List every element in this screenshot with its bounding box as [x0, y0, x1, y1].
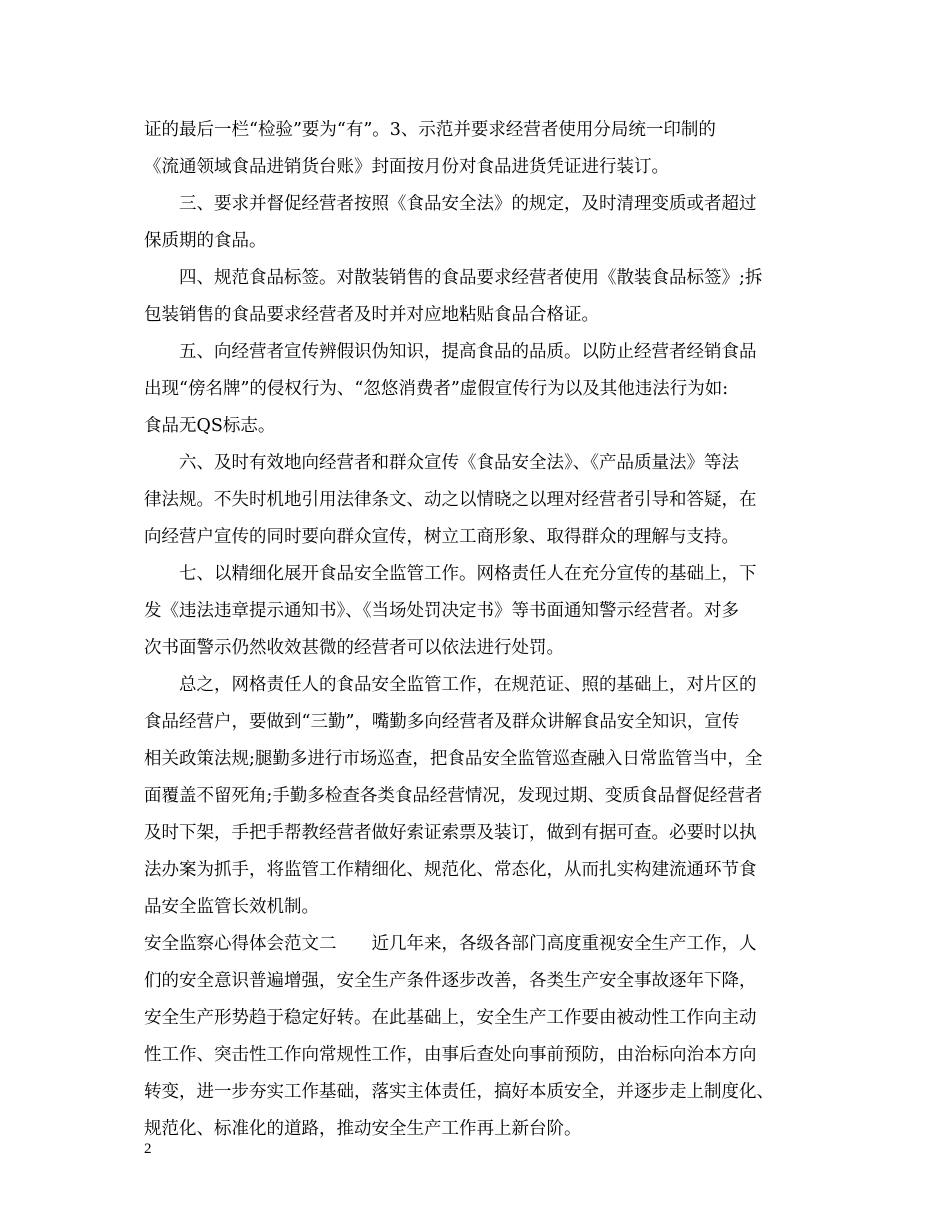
text-line: 四、规范食品标签。对散装销售的食品要求经营者使用《散装食品标签》;拆	[179, 268, 763, 288]
text-line: 安全监察心得体会范文二 近几年来，各级各部门高度重视安全生产工作，人	[144, 934, 757, 954]
text-line: 律法规。不失时机地引用法律条文、动之以情晓之以理对经营者引导和答疑，在	[144, 490, 757, 510]
text-line: 七、以精细化展开食品安全监管工作。网格责任人在充分宣传的基础上，下	[179, 564, 757, 584]
text-line: 发《违法违章提示通知书》、《当场处罚决定书》等书面通知警示经营者。对多	[144, 601, 739, 621]
text-line: 相关政策法规;腿勤多进行市场巡查，把食品安全监管巡查融入日常监管当中，全	[144, 749, 763, 769]
text-line: 性工作、突击性工作向常规性工作，由事后查处向事前预防，由治标向治本方向	[144, 1045, 757, 1065]
text-line: 六、及时有效地向经营者和群众宣传《食品安全法》、《产品质量法》等法	[179, 453, 739, 473]
text-line: 次书面警示仍然收效甚微的经营者可以依法进行处罚。	[144, 638, 564, 658]
text-line: 法办案为抓手，将监管工作精细化、规范化、常态化，从而扎实构建流通环节食	[144, 860, 757, 880]
text-line: 三、要求并督促经营者按照《食品安全法》的规定，及时清理变质或者超过	[179, 194, 757, 214]
text-line: 《流通领域食品进销货台账》封面按月份对食品进货凭证进行装订。	[144, 157, 669, 177]
text-line: 及时下架，手把手帮教经营者做好索证索票及装订，做到有据可查。必要时以执	[144, 823, 757, 843]
page-number: 2	[144, 1141, 152, 1157]
text-line: 食品无QS标志。	[144, 416, 276, 436]
text-line: 安全生产形势趋于稳定好转。在此基础上，安全生产工作要由被动性工作向主动	[144, 1008, 757, 1028]
text-line: 转变，进一步夯实工作基础，落实主体责任，搞好本质安全，并逐步走上制度化、	[144, 1082, 774, 1102]
text-line: 保质期的食品。	[144, 231, 267, 251]
text-line: 包装销售的食品要求经营者及时并对应地粘贴食品合格证。	[144, 305, 599, 325]
text-line: 证的最后一栏“检验”要为“有”。3、示范并要求经营者使用分局统一印制的	[144, 120, 716, 140]
text-line: 五、向经营者宣传辨假识伪知识，提高食品的品质。以防止经营者经销食品	[179, 342, 757, 362]
text-line: 食品经营户，要做到“三勤”，嘴勤多向经营者及群众讲解食品安全知识，宣传	[144, 712, 740, 732]
text-line: 规范化、标准化的道路，推动安全生产工作再上新台阶。	[144, 1119, 582, 1139]
text-line: 面覆盖不留死角;手勤多检查各类食品经营情况，发现过期、变质食品督促经营者	[144, 786, 763, 806]
text-line: 出现“傍名牌”的侵权行为、“忽悠消费者”虚假宣传行为以及其他违法行为如:	[144, 379, 729, 399]
text-line: 们的安全意识普遍增强，安全生产条件逐步改善，各类生产安全事故逐年下降，	[144, 971, 757, 991]
text-line: 向经营户宣传的同时要向群众宣传，树立工商形象、取得群众的理解与支持。	[144, 527, 739, 547]
text-line: 总之，网格责任人的食品安全监管工作，在规范证、照的基础上，对片区的	[179, 675, 757, 695]
text-line: 品安全监管长效机制。	[144, 897, 319, 917]
